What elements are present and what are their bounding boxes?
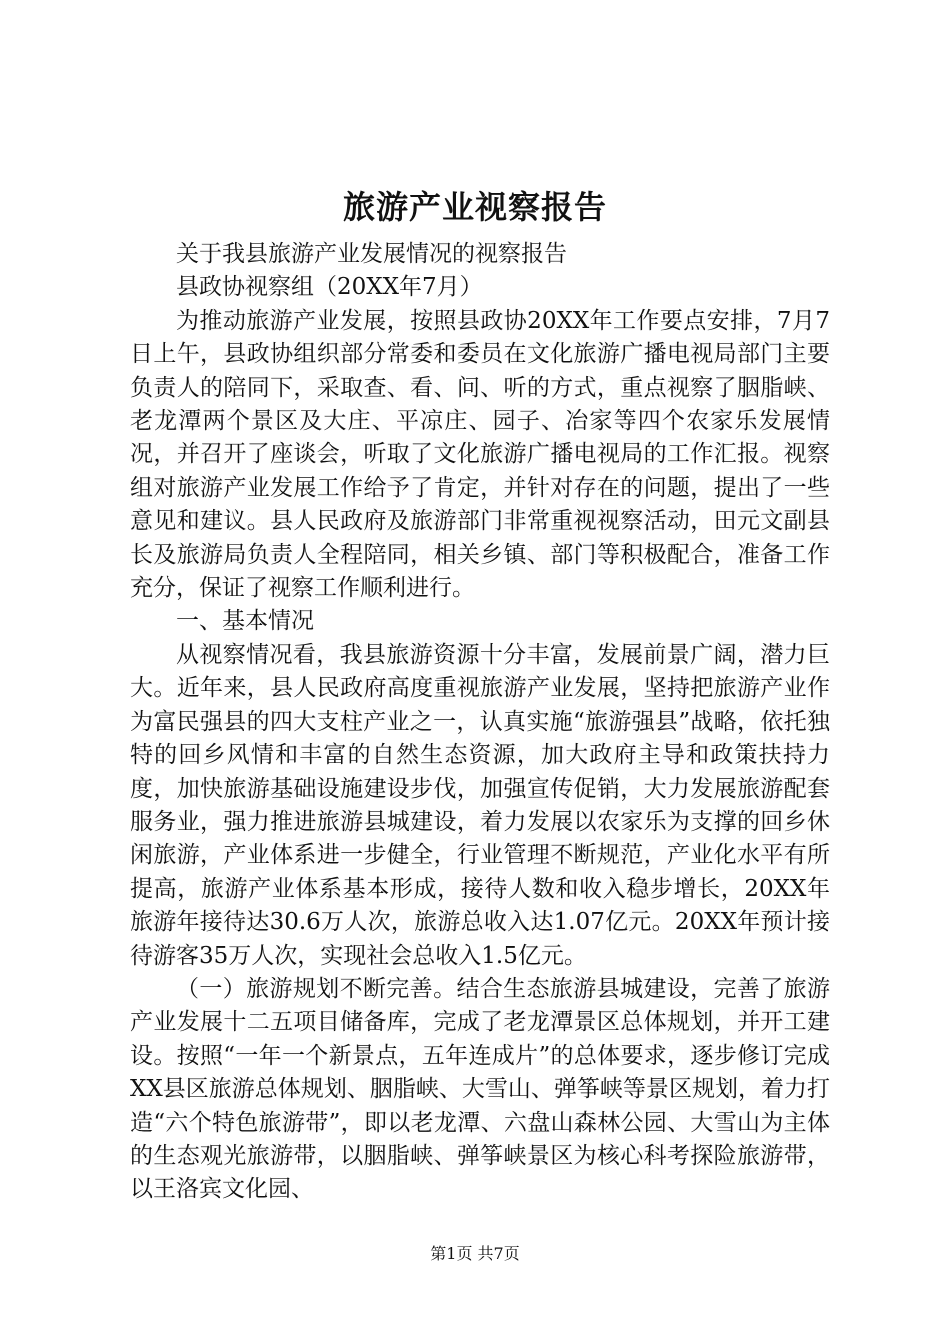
subtitle-line: 关于我县旅游产业发展情况的视察报告 bbox=[176, 241, 567, 267]
paragraph: （一）旅游规划不断完善。结合生态旅游县城建设，完善了旅游产业发展十二五项目储备库，完成了老龙潭景区总体规划，并开工建设。按照“一年一个新景点，五年连成片”的总体要求，逐步修订完成XX县区旅游总体规划、胭脂峡、大雪山、弹筝峡等景区规划，着力打造“六个特色旅游带”，即以老龙潭、六盘山森林公园、大雪山为主体的生态观光旅游带，以胭脂峡、弹筝峡景区为核心科考探险旅游带，以王洛宾文化园、 bbox=[130, 975, 830, 1203]
document-body bbox=[130, 238, 830, 1207]
page-number-footer: 第1页 共7页 bbox=[430, 1244, 520, 1263]
paragraph: 为推动旅游产业发展，按照县政协20XX年工作要点安排，7月7日上午，县政协组织部分常委和委员在文化旅游广播电视局部门主要负责人的陪同下，采取查、看、问、听的方式，重点视察了胭脂峡、老龙潭两个景区及大庄、平凉庄、园子、冶家等四个农家乐发展情况，并召开了座谈会，听取了文化旅游广播电视局的工作汇报。视察组对旅游产业发展工作给予了肯定，并针对存在的问题，提出了一些意见和建议。县人民政府及旅游部门非常重视视察活动，田元文副县长及旅游局负责人全程陪同，相关乡镇、部门等积极配合，准备工作充分，保证了视察工作顺利进行。 bbox=[130, 307, 830, 602]
paragraph: 从视察情况看，我县旅游资源十分丰富，发展前景广阔，潜力巨大。近年来，县人民政府高度重视旅游产业发展，坚持把旅游产业作为富民强县的四大支柱产业之一，认真实施“旅游强县”战略，依托独特的回乡风情和丰富的自然生态资源，加大政府主导和政策扶持力度，加快旅游基础设施建设步伐，加强宣传促销，大力发展旅游配套服务业，强力推进旅游县城建设，着力发展以农家乐为支撑的回乡休闲旅游，产业体系进一步健全，行业管理不断规范，产业化水平有所提高，旅游产业体系基本形成，接待人数和收入稳步增长，20XX年旅游年接待达30.6万人次，旅游总收入达1.07亿元。20XX年预计接待游客35万人次，实现社会总收入1.5亿元。 bbox=[130, 641, 830, 969]
author-line: 县政协视察组（20XX年7月） bbox=[176, 274, 483, 301]
section-heading: 一、基本情况 bbox=[176, 608, 314, 635]
document-title: 旅游产业视察报告 bbox=[342, 188, 607, 226]
